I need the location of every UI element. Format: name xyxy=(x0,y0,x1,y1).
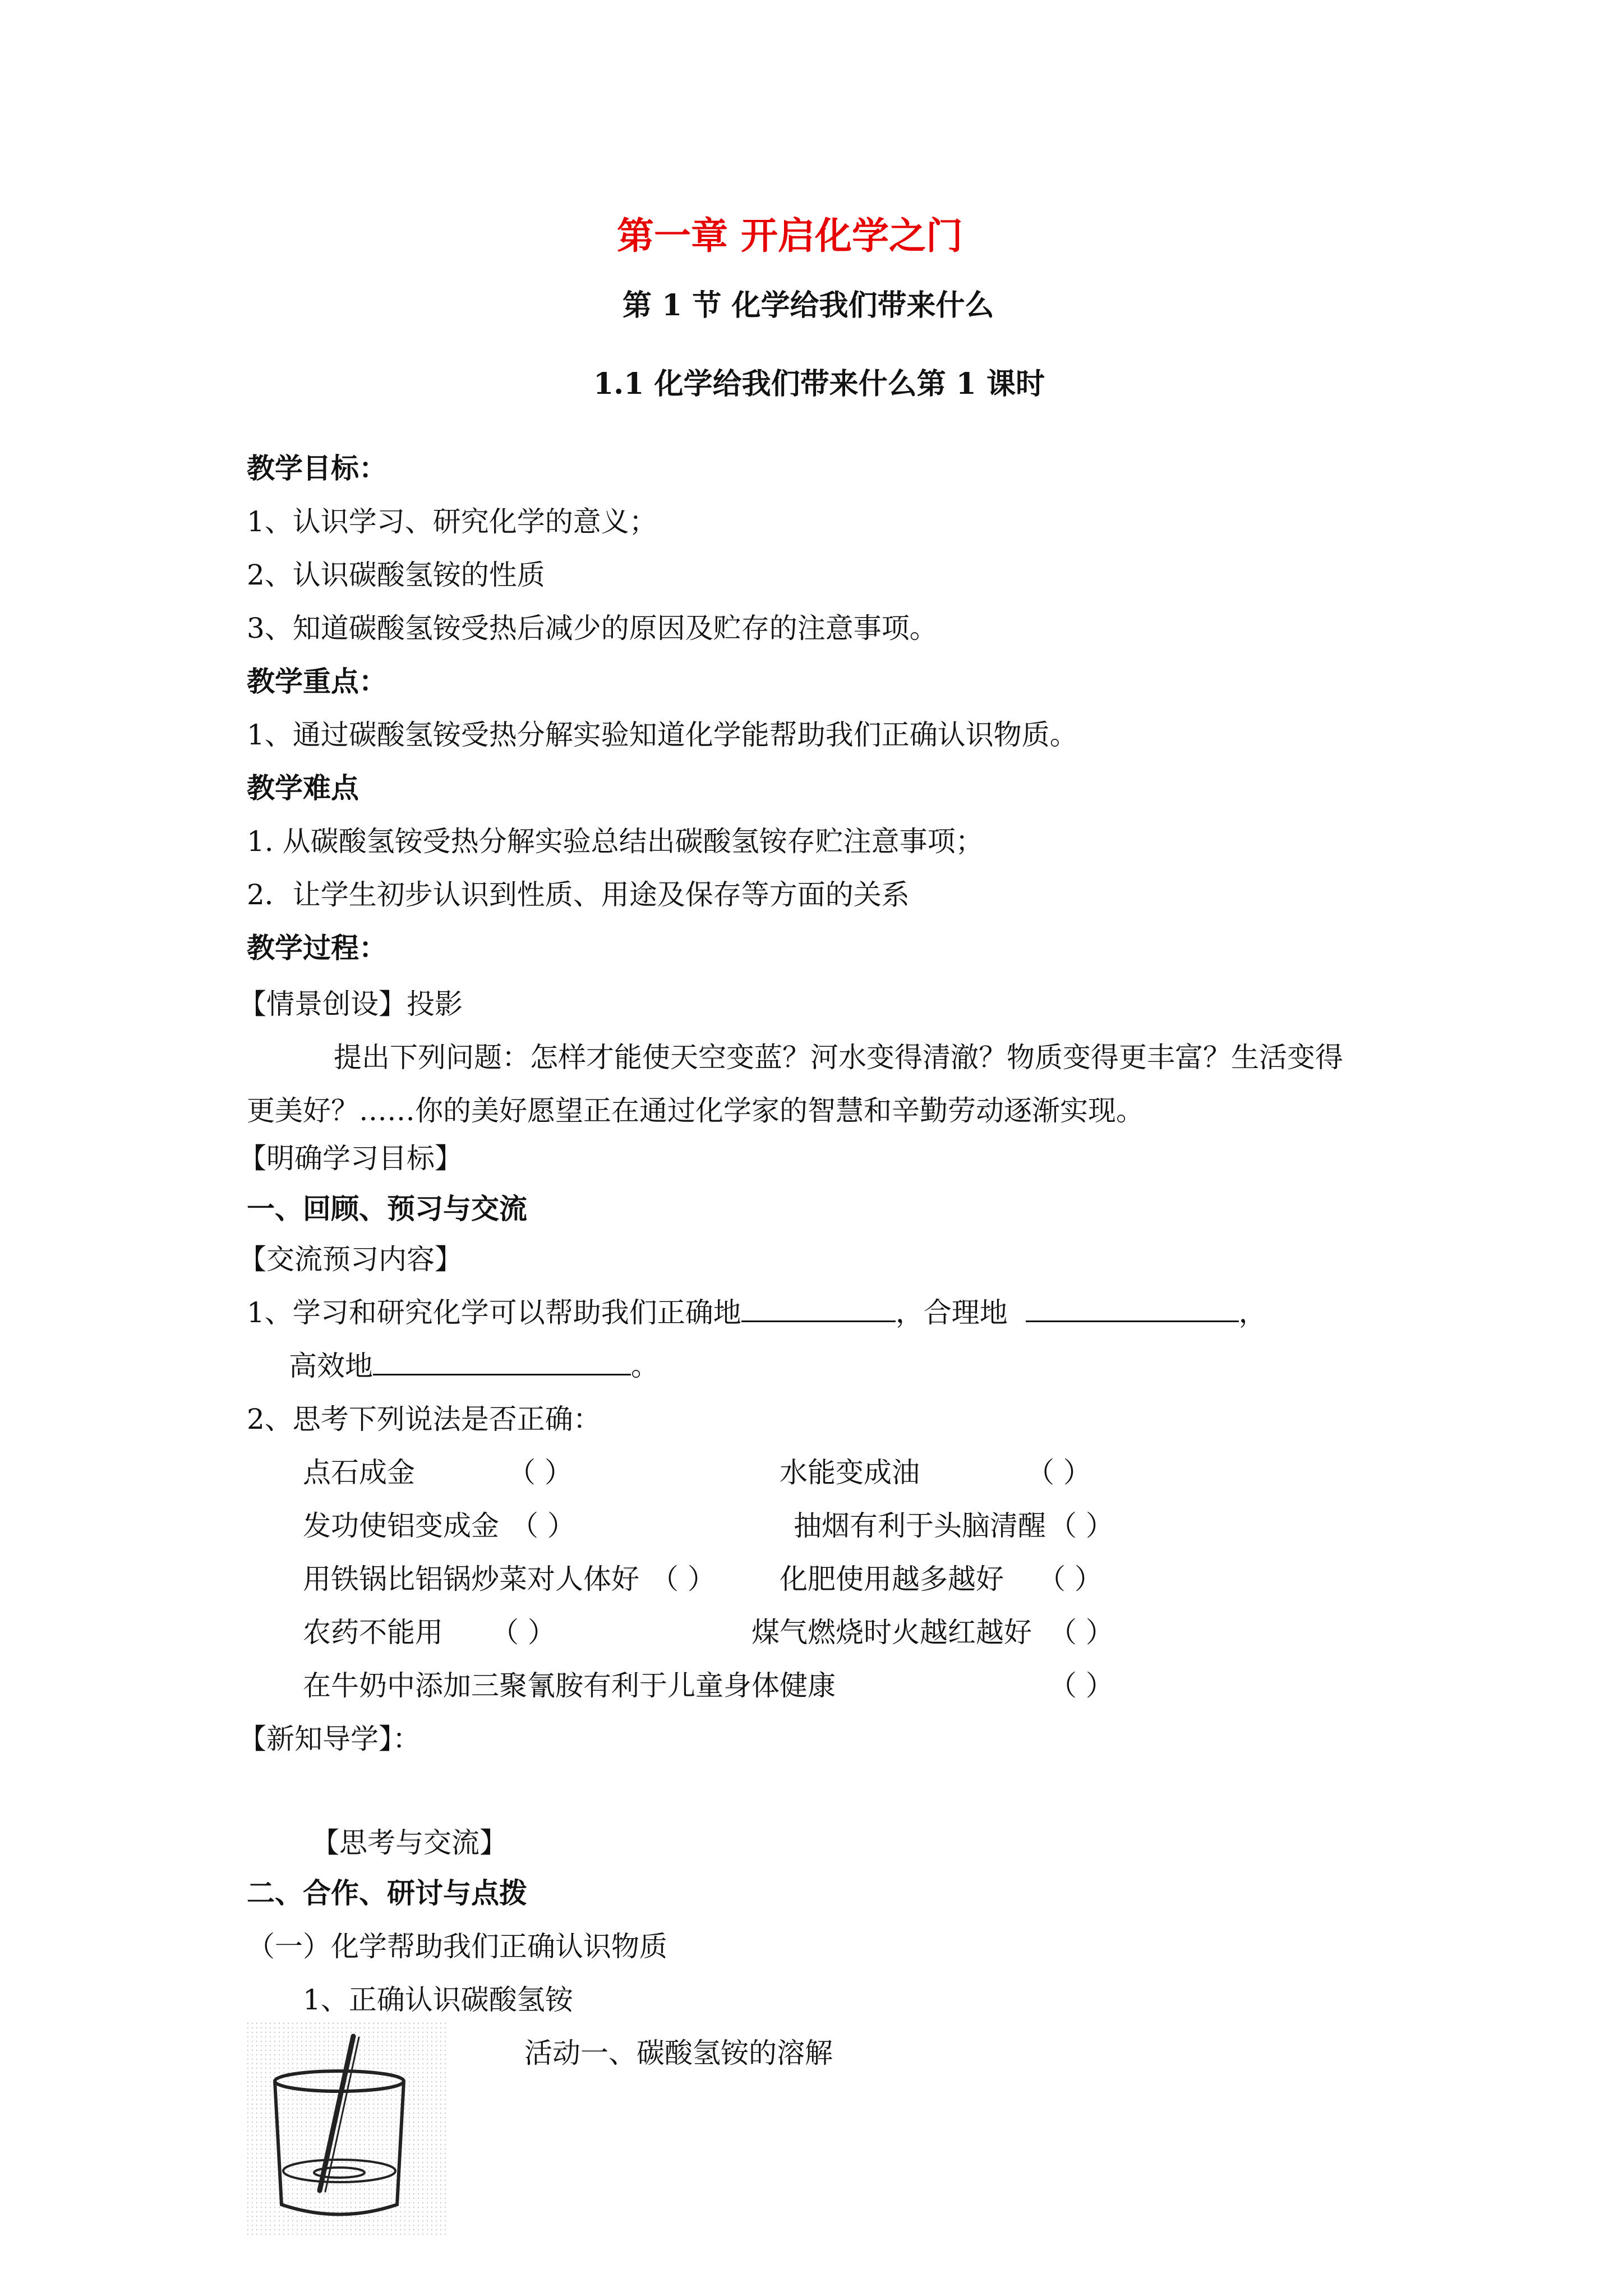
statement-item: 发功使铝变成金 xyxy=(303,1510,499,1542)
question-1-cont xyxy=(289,1349,659,1383)
answer-paren[interactable]: （ ） xyxy=(1026,1456,1091,1489)
activity-title: 活动一、碳酸氢铵的溶解 xyxy=(524,2037,833,2069)
question-2: 2、思考下列说法是否正确： xyxy=(247,1403,601,1435)
objective-item: 1、认识学习、研究化学的意义； xyxy=(247,505,657,538)
statement-item: 在牛奶中添加三聚氰胺有利于儿童身体健康 xyxy=(303,1669,836,1702)
answer-paren[interactable]: （ ） xyxy=(1038,1563,1103,1595)
answer-paren[interactable]: （ ） xyxy=(491,1616,556,1649)
question-1-text: ，合理地 xyxy=(895,1296,1008,1329)
statement-item: 抽烟有利于头脑清醒 xyxy=(794,1510,1046,1542)
scene-paragraph-line: 提出下列问题：怎样才能使天空变蓝？河水变得清澈？物质变得更丰富？生活变得 xyxy=(334,1041,1343,1074)
statement-item: 煤气燃烧时火越红越好 xyxy=(751,1616,1032,1649)
question-1-text: ， xyxy=(1238,1296,1267,1329)
question-1-text: 1、学习和研究化学可以帮助我们正确地 xyxy=(247,1296,741,1329)
clear-goals-label: 【明确学习目标】 xyxy=(238,1142,463,1175)
part2-heading: 二、合作、研讨与点拨 xyxy=(247,1876,527,1910)
exchange-label: 【交流预习内容】 xyxy=(238,1243,463,1276)
question-1-text: 。 xyxy=(631,1350,659,1382)
beaker-stirring-rod-illustration xyxy=(247,2022,449,2235)
part1-heading: 一、回顾、预习与交流 xyxy=(247,1192,527,1225)
part2-subheading: （一）化学帮助我们正确认识物质 xyxy=(247,1930,667,1963)
answer-blank[interactable] xyxy=(1026,1296,1239,1322)
think-exchange-label: 【思考与交流】 xyxy=(311,1826,508,1859)
answer-paren[interactable]: （ ） xyxy=(510,1510,575,1542)
key-points-heading: 教学重点： xyxy=(247,665,387,698)
answer-paren[interactable]: （ ） xyxy=(651,1563,716,1595)
answer-blank[interactable] xyxy=(741,1296,896,1322)
statement-item: 农药不能用 xyxy=(303,1616,443,1649)
objectives-heading: 教学目标： xyxy=(247,452,387,485)
process-heading: 教学过程： xyxy=(247,931,387,964)
statement-item: 点石成金 xyxy=(303,1456,415,1489)
scene-label: 【情景创设】投影 xyxy=(238,988,463,1020)
objective-item: 2、认识碳酸氢铵的性质 xyxy=(247,559,545,591)
answer-paren[interactable]: （ ） xyxy=(508,1456,573,1489)
question-1 xyxy=(247,1296,1267,1329)
section-title: 第 1 节 化学给我们带来什么 xyxy=(623,288,994,323)
scene-paragraph-line: 更美好？……你的美好愿望正在通过化学家的智慧和辛勤劳动逐渐实现。 xyxy=(247,1094,1144,1127)
statement-item: 化肥使用越多越好 xyxy=(780,1563,1004,1595)
difficulty-item: 2．让学生初步认识到性质、用途及保存等方面的关系 xyxy=(247,878,910,911)
difficulty-item: 1. 从碳酸氢铵受热分解实验总结出碳酸氢铵存贮注意事项； xyxy=(247,825,984,858)
answer-blank[interactable] xyxy=(373,1349,631,1375)
statement-item: 水能变成油 xyxy=(780,1456,920,1489)
question-1-text: 高效地 xyxy=(289,1350,373,1382)
difficulties-heading: 教学难点 xyxy=(247,771,359,804)
answer-paren[interactable]: （ ） xyxy=(1049,1616,1114,1649)
answer-paren[interactable]: （ ） xyxy=(1049,1510,1114,1542)
lesson-title: 1.1 化学给我们带来什么第 1 课时 xyxy=(593,367,1045,401)
statement-item: 用铁锅比铝锅炒菜对人体好 xyxy=(303,1563,639,1595)
answer-paren[interactable]: （ ） xyxy=(1049,1669,1114,1702)
chapter-title: 第一章 开启化学之门 xyxy=(617,214,963,257)
key-point-item: 1、通过碳酸氢铵受热分解实验知道化学能帮助我们正确认识物质。 xyxy=(247,719,1078,751)
part2-subitem: 1、正确认识碳酸氢铵 xyxy=(303,1984,573,2016)
objective-item: 3、知道碳酸氢铵受热后减少的原因及贮存的注意事项。 xyxy=(247,612,938,645)
new-knowledge-label: 【新知导学】： xyxy=(238,1723,421,1755)
